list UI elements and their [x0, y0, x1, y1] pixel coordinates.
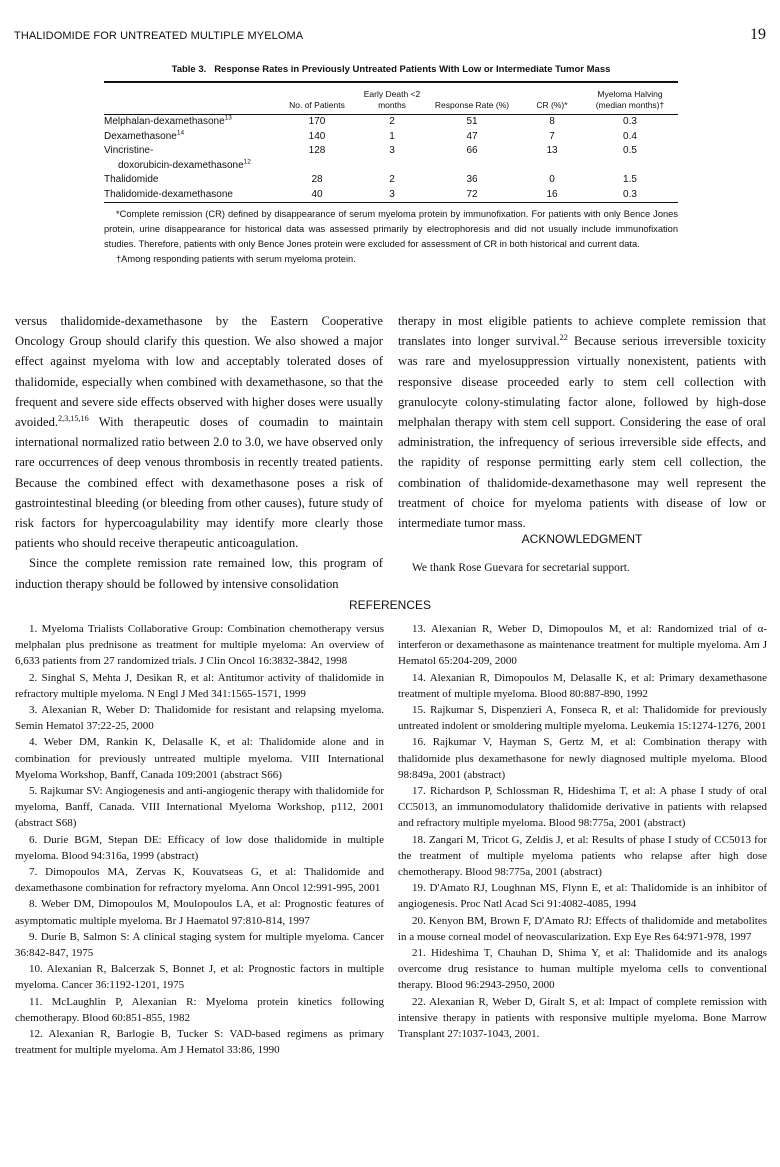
reference-item: 12. Alexanian R, Barlogie B, Tucker S: VAD-based regimens as primary treatment for multiple myeloma. Am J Hematol 33:86, 1990 — [15, 1028, 384, 1057]
footnote-cr: *Complete remission (CR) defined by disappearance of serum myeloma protein by immunofixation. For patients with only Bence Jones protein, urine disappearance for historical data was assessed primarily by electrophoresis and did not usually include immunofixation studies. Therefore, patients with only Bence Jones protein were excluded for assessment of CR in both historical and current data. — [104, 209, 678, 249]
table-cell: 0.3 — [623, 188, 637, 200]
text: versus thalidomide-dexamethasone by the Eastern Cooperative Oncology Group should clarify this question. We also showed a major effect against myeloma with low and acceptably tolerated doses of thalidomide, especially when combined with dexamethasone, so that the frequent and severe side effects observed with higher doses were usually avoided. — [15, 314, 383, 430]
table-header-row — [104, 82, 678, 115]
body-paragraph — [398, 311, 766, 533]
table-row — [104, 144, 678, 173]
body-paragraph — [15, 311, 383, 553]
table-title: Table 3. Response Rates in Previously Untreated Patients With Low or Intermediate Tumor Mass — [171, 64, 611, 75]
references-left-column — [15, 621, 384, 1058]
table-cell: 8 — [549, 116, 555, 127]
reference-item: 8. Weber DM, Dimopoulos M, Moulopoulos LA, et al: Prognostic features of asymptomatic multiple myeloma. Br J Haematol 97:810-814, 1997 — [15, 898, 384, 927]
running-title: THALIDOMIDE FOR UNTREATED MULTIPLE MYELOMA — [14, 30, 304, 42]
acknowledgment-heading: ACKNOWLEDGMENT — [521, 532, 643, 546]
table-cell: 0.5 — [623, 145, 637, 156]
table-cell: 2 — [389, 116, 395, 127]
reference-item: 15. Rajkumar S, Dispenzieri A, Fonseca R, et al: Thalidomide for previously untreated indolent or smoldering multiple myeloma. Leukemia 15:1274-1276, 2001 — [398, 704, 767, 733]
body-left-column — [15, 311, 383, 594]
col-header-regimen — [104, 82, 272, 115]
table-cell: 3 — [389, 188, 395, 200]
body-right-column — [398, 311, 766, 533]
row-label: Vincristine- doxorubicin-dexamethasone$^{12}$ — [104, 145, 251, 171]
table-cell: 72 — [466, 188, 478, 200]
references-heading: REFERENCES — [348, 598, 431, 612]
table-cell: 40 — [311, 188, 323, 200]
col-header-cr: CR (%)* — [522, 82, 582, 115]
reference-item: 21. Hideshima T, Chauhan D, Shima Y, et al: Thalidomide and its analogs overcome drug resistance to human multiple myeloma cells to conventional therapy. Blood 96:2943-2950, 2000 — [398, 947, 767, 992]
reference-item: 4. Weber DM, Rankin K, Delasalle K, et al: Thalidomide alone and in combination for previously untreated multiple myeloma. VIII International Myeloma Workshop, Banff, Canada 109:2001 (abstract S66) — [15, 736, 384, 781]
citation: 2,3,15,16 — [58, 413, 89, 423]
table-cell: 0 — [549, 174, 555, 185]
table-cell: 13 — [546, 145, 558, 156]
table-cell: 140 — [308, 130, 326, 142]
table-cell: 2 — [389, 174, 395, 185]
table-row — [104, 115, 678, 130]
table-cell: 0.3 — [623, 116, 637, 127]
table-3 — [104, 64, 678, 267]
reference-item: 11. McLaughlin P, Alexanian R: Myeloma protein kinetics following chemotherapy. Blood 60:851-855, 1982 — [15, 995, 384, 1024]
reference-item: 10. Alexanian R, Balcerzak S, Bonnet J, et al: Prognostic factors in multiple myeloma. Cancer 36:1192-1201, 1975 — [15, 963, 384, 992]
table-cell: 66 — [466, 145, 478, 156]
table-cell: 36 — [466, 174, 478, 185]
body-paragraph: Since the complete remission rate remained low, this program of induction therapy should be followed by intensive consolidation — [15, 556, 383, 591]
row-label: Melphalan-dexamethasone$^{13}$ — [104, 114, 232, 127]
row-label: Thalidomide-dexamethasone — [104, 188, 233, 200]
text: With therapeutic doses of coumadin to maintain international normalized ratio between 2.0 to 3.0, we have observed only rare occurrences of deep venous thrombosis in recently treated patients. Because the combined effect with dexamethasone poses a risk of gastrointestinal bleeding (or bleeding from other causes), future study of risk factors for hypercoagulability may identify more clearly those patients who should receive therapeutic anticoagulation. — [15, 415, 383, 551]
col-header-patients: No. of Patients — [272, 82, 362, 115]
table-cell: 28 — [311, 174, 323, 185]
acknowledgment-text: We thank Rose Guevara for secretarial support. — [412, 562, 630, 574]
col-header-myeloma-halving: Myeloma Halving (median months)† — [582, 82, 678, 115]
page-number: 19 — [750, 26, 766, 43]
row-label: Thalidomide — [104, 174, 159, 185]
response-rates-table — [104, 81, 678, 203]
table-cell: 128 — [308, 145, 326, 156]
text: Because serious irreversible toxicity was rare and myelosuppression virtually nonexistent, patients with responsive disease proceeded early to stem cell collection with granulocyte colony-stimulating factor alone, followed by high-dose melphalan therapy with stem cell support. Considering the ease of oral administration, the infrequency of serious irreversible side effects, and the rapidity of response permitting early stem cell collection, the combination of thalidomide-dexamethasone may well represent the treatment of choice for myeloma patients with disease of low or intermediate tumor mass. — [398, 334, 766, 531]
table-cell: 47 — [466, 130, 478, 142]
reference-item: 9. Durie B, Salmon S: A clinical staging system for multiple myeloma. Cancer 36:842-847, 1975 — [15, 930, 384, 960]
table-footnotes — [104, 207, 678, 267]
row-label: Dexamethasone$^{14}$ — [104, 129, 185, 142]
table-cell: 170 — [308, 116, 326, 127]
col-header-response-rate: Response Rate (%) — [422, 82, 522, 115]
reference-item: 14. Alexanian R, Dimopoulos M, Delasalle K, et al: Primary dexamethasone treatment of multiple myeloma. Blood 80:887-890, 1992 — [398, 671, 767, 700]
table-cell: 1 — [389, 130, 395, 142]
table-cell: 3 — [389, 145, 395, 156]
table-row — [104, 173, 678, 188]
footnote-dagger: †Among responding patients with serum myeloma protein. — [116, 254, 356, 264]
reference-item: 1. Myeloma Trialists Collaborative Group: Combination chemotherapy versus melphalan plus prednisone as treatment for multiple myeloma: An overview of 6,633 patients from 27 randomized trials. J Clin Oncol 16:3832-3842, 1998 — [15, 623, 384, 668]
table-cell: 1.5 — [623, 174, 637, 185]
table-cell: 0.4 — [623, 130, 637, 142]
reference-item: 7. Dimopoulos MA, Zervas K, Kouvatseas G, et al: Thalidomide and dexamethasone combination for refractory myeloma. Ann Oncol 12:991-995, 2001 — [15, 866, 384, 895]
references-right-column — [398, 621, 767, 1042]
table-cell: 7 — [549, 130, 555, 142]
reference-item: 17. Richardson P, Schlossman R, Hideshima T, et al: A phase I study of oral CC5013, an immunomodulatory thalidomide derivative in patients with relapsed and refractory multiple myeloma. Blood 98:775a, 2001 (abstract) — [398, 785, 767, 830]
reference-item: 19. D'Amato RJ, Loughnan MS, Flynn E, et al: Thalidomide is an inhibitor of angiogenesis. Proc Natl Acad Sci 91:4082-4085, 1994 — [398, 882, 767, 911]
reference-item: 22. Alexanian R, Weber D, Giralt S, et al: Impact of complete remission with intensive therapy in patients with responsive multiple myeloma. Bone Marrow Transplant 27:1037-1043, 2001. — [398, 995, 767, 1041]
reference-item: 20. Kenyon BM, Brown F, D'Amato RJ: Effects of thalidomide and metabolites in a mouse corneal model of neovascularization. Exp Eye Res 64:971-978, 1997 — [398, 914, 767, 943]
reference-item: 5. Rajkumar SV: Angiogenesis and anti-angiogenic therapy with thalidomide for myeloma, Banff, Canada. VIII International Myeloma Workshop, p112, 2001 (abstract S68) — [15, 785, 384, 830]
reference-item: 2. Singhal S, Mehta J, Desikan R, et al: Antitumor activity of thalidomide in refractory multiple myeloma. N Engl J Med 341:1565-1571, 1999 — [15, 671, 384, 700]
text: therapy in most eligible patients to achieve complete remission that translates into longer survival. — [398, 314, 766, 349]
table-row — [104, 130, 678, 145]
reference-item: 3. Alexanian R, Weber D: Thalidomide for resistant and relapsing myeloma. Semin Hematol 37:22-25, 2000 — [15, 704, 384, 733]
table-row — [104, 188, 678, 203]
col-header-early-death: Early Death <2 months — [362, 82, 422, 115]
reference-item: 13. Alexanian R, Weber D, Dimopoulos M, et al: Randomized trial of α-interferon or dexamethasone as maintenance treatment for multiple myeloma. Am J Hematol 65:204-209, 2000 — [398, 623, 767, 668]
citation: 22 — [559, 333, 568, 343]
table-cell: 16 — [546, 188, 558, 200]
reference-item: 16. Rajkumar V, Hayman S, Gertz M, et al: Combination therapy with thalidomide plus dexamethasone for newly diagnosed multiple myeloma. Blood 98:849a, 2001 (abstract) — [398, 736, 767, 781]
reference-item: 6. Durie BGM, Stepan DE: Efficacy of low dose thalidomide in multiple myeloma. Blood 94:316a, 1999 (abstract) — [15, 833, 384, 862]
table-cell: 51 — [466, 116, 478, 127]
reference-item: 18. Zangari M, Tricot G, Zeldis J, et al: Results of phase I study of CC5013 for the treatment of multiple myeloma patients who relapse after high dose chemotherapy. Blood 98:775a, 2001 (abstract) — [398, 833, 767, 879]
